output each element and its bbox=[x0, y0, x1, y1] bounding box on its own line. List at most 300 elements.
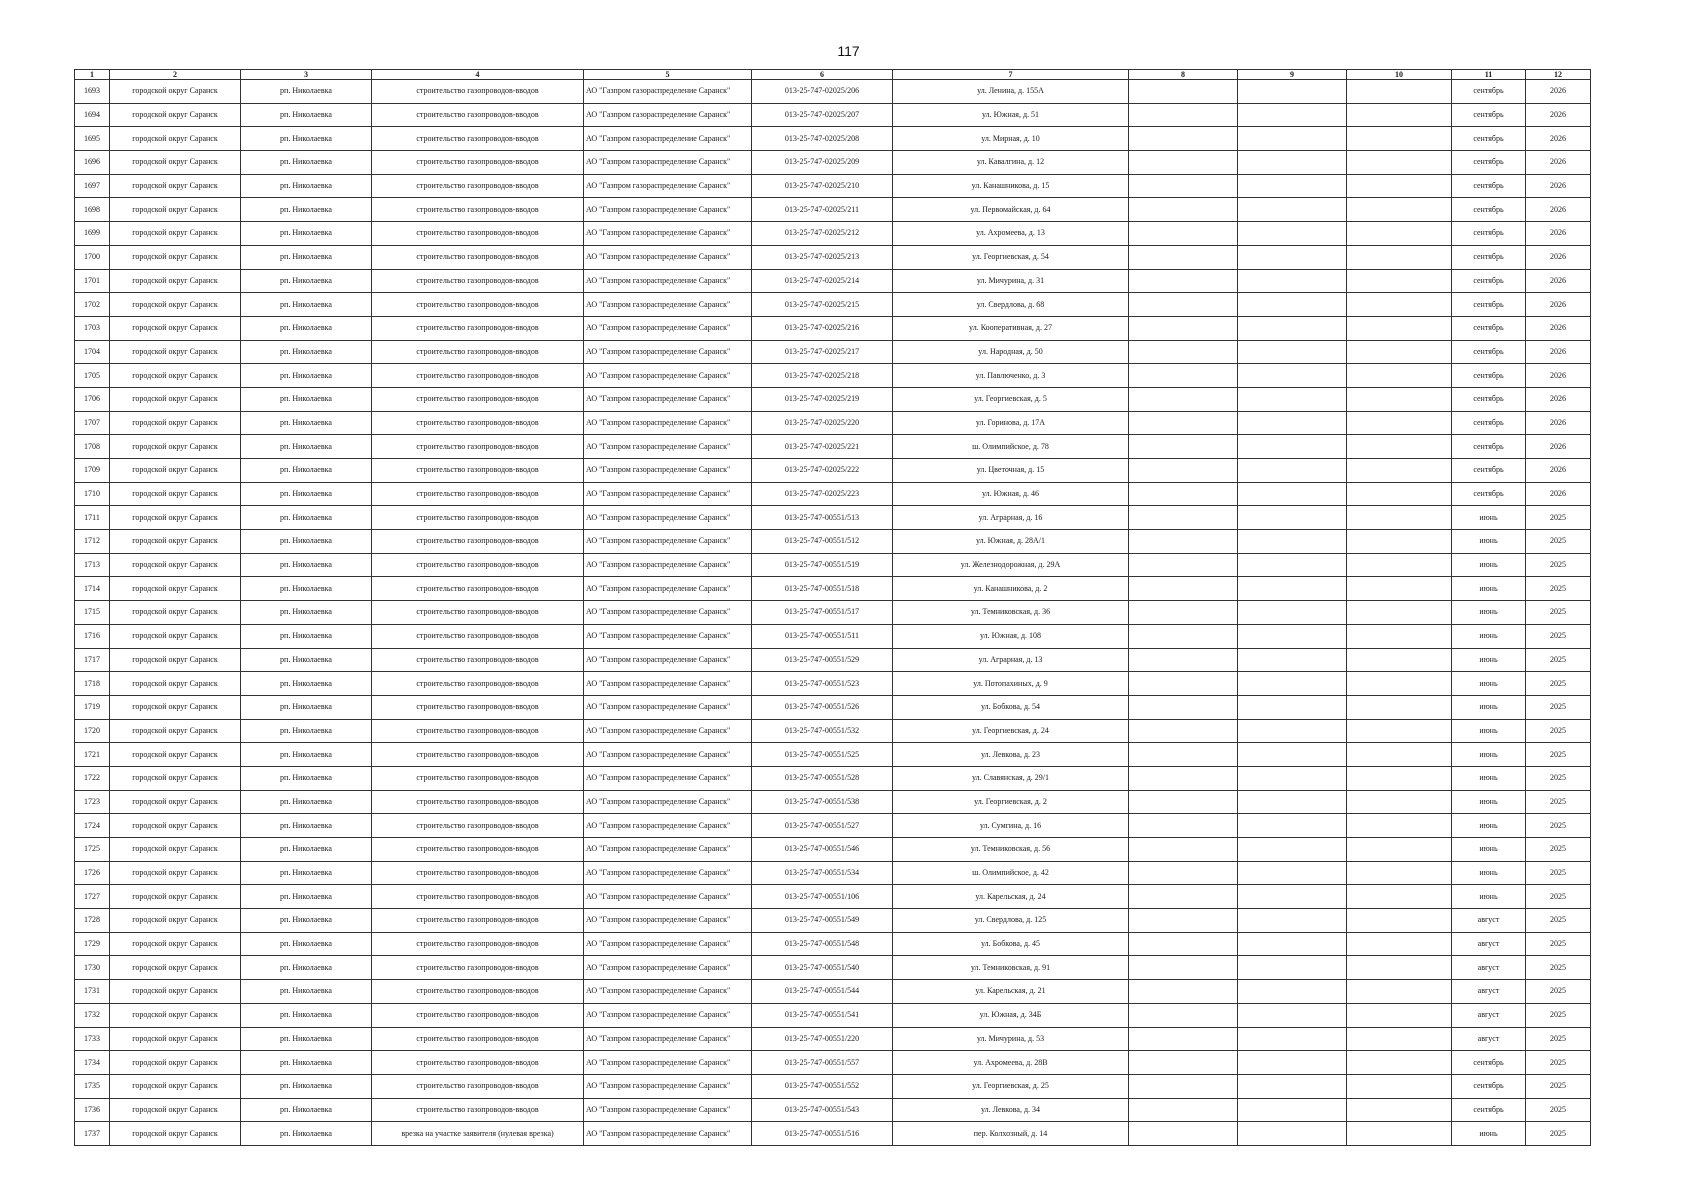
contract-number-cell: 013-25-747-02025/223 bbox=[752, 482, 893, 506]
organization-cell: АО "Газпром газораспределение Саранск" bbox=[584, 1122, 752, 1146]
row-number-cell: 1702 bbox=[75, 293, 110, 317]
organization-cell: АО "Газпром газораспределение Саранск" bbox=[584, 293, 752, 317]
work-type-cell: строительство газопроводов-вводов bbox=[372, 198, 584, 222]
row-number-cell: 1726 bbox=[75, 861, 110, 885]
col9-cell bbox=[1238, 269, 1347, 293]
district-cell: городской округ Саранск bbox=[110, 340, 241, 364]
organization-cell: АО "Газпром газораспределение Саранск" bbox=[584, 790, 752, 814]
month-cell: сентябрь bbox=[1452, 127, 1526, 151]
contract-number-cell: 013-25-747-00551/526 bbox=[752, 695, 893, 719]
district-cell: городской округ Саранск bbox=[110, 601, 241, 625]
register-table bbox=[74, 69, 1591, 1146]
work-type-cell: строительство газопроводов-вводов bbox=[372, 814, 584, 838]
table-row bbox=[75, 530, 1591, 554]
address-cell: ул. Карельская, д. 21 bbox=[893, 980, 1129, 1004]
row-number-cell: 1732 bbox=[75, 1003, 110, 1027]
col10-cell bbox=[1347, 1098, 1452, 1122]
settlement-cell: рп. Николаевка bbox=[241, 459, 372, 483]
organization-cell: АО "Газпром газораспределение Саранск" bbox=[584, 316, 752, 340]
district-cell: городской округ Саранск bbox=[110, 624, 241, 648]
col8-cell bbox=[1129, 127, 1238, 151]
table-row bbox=[75, 316, 1591, 340]
address-cell: ул. Свердлова, д. 68 bbox=[893, 293, 1129, 317]
settlement-cell: рп. Николаевка bbox=[241, 340, 372, 364]
month-cell: июнь bbox=[1452, 577, 1526, 601]
row-number-cell: 1720 bbox=[75, 719, 110, 743]
work-type-cell: строительство газопроводов-вводов bbox=[372, 885, 584, 909]
contract-number-cell: 013-25-747-02025/206 bbox=[752, 80, 893, 104]
organization-cell: АО "Газпром газораспределение Саранск" bbox=[584, 482, 752, 506]
col8-cell bbox=[1129, 790, 1238, 814]
work-type-cell: строительство газопроводов-вводов bbox=[372, 790, 584, 814]
col10-cell bbox=[1347, 1122, 1452, 1146]
table-row bbox=[75, 861, 1591, 885]
district-cell: городской округ Саранск bbox=[110, 838, 241, 862]
column-header: 7 bbox=[893, 70, 1129, 80]
col9-cell bbox=[1238, 861, 1347, 885]
table-row bbox=[75, 956, 1591, 980]
table-row bbox=[75, 814, 1591, 838]
contract-number-cell: 013-25-747-02025/212 bbox=[752, 222, 893, 246]
month-cell: июнь bbox=[1452, 624, 1526, 648]
work-type-cell: строительство газопроводов-вводов bbox=[372, 482, 584, 506]
settlement-cell: рп. Николаевка bbox=[241, 245, 372, 269]
col9-cell bbox=[1238, 1074, 1347, 1098]
year-cell: 2025 bbox=[1526, 909, 1591, 933]
col8-cell bbox=[1129, 459, 1238, 483]
address-cell: ул. Георгиевская, д. 25 bbox=[893, 1074, 1129, 1098]
row-number-cell: 1735 bbox=[75, 1074, 110, 1098]
organization-cell: АО "Газпром газораспределение Саранск" bbox=[584, 530, 752, 554]
contract-number-cell: 013-25-747-00551/512 bbox=[752, 530, 893, 554]
organization-cell: АО "Газпром газораспределение Саранск" bbox=[584, 387, 752, 411]
col9-cell bbox=[1238, 103, 1347, 127]
col8-cell bbox=[1129, 743, 1238, 767]
settlement-cell: рп. Николаевка bbox=[241, 719, 372, 743]
row-number-cell: 1697 bbox=[75, 174, 110, 198]
table-row bbox=[75, 340, 1591, 364]
year-cell: 2025 bbox=[1526, 838, 1591, 862]
work-type-cell: строительство газопроводов-вводов bbox=[372, 411, 584, 435]
col9-cell bbox=[1238, 506, 1347, 530]
table-row bbox=[75, 885, 1591, 909]
address-cell: ул. Мичурина, д. 31 bbox=[893, 269, 1129, 293]
col10-cell bbox=[1347, 411, 1452, 435]
district-cell: городской округ Саранск bbox=[110, 956, 241, 980]
row-number-cell: 1695 bbox=[75, 127, 110, 151]
year-cell: 2025 bbox=[1526, 1027, 1591, 1051]
contract-number-cell: 013-25-747-02025/211 bbox=[752, 198, 893, 222]
organization-cell: АО "Газпром газораспределение Саранск" bbox=[584, 222, 752, 246]
table-row bbox=[75, 790, 1591, 814]
organization-cell: АО "Газпром газораспределение Саранск" bbox=[584, 909, 752, 933]
table-row bbox=[75, 719, 1591, 743]
col8-cell bbox=[1129, 956, 1238, 980]
work-type-cell: строительство газопроводов-вводов bbox=[372, 80, 584, 104]
contract-number-cell: 013-25-747-00551/527 bbox=[752, 814, 893, 838]
col9-cell bbox=[1238, 435, 1347, 459]
row-number-cell: 1701 bbox=[75, 269, 110, 293]
district-cell: городской округ Саранск bbox=[110, 174, 241, 198]
year-cell: 2026 bbox=[1526, 103, 1591, 127]
table-row bbox=[75, 743, 1591, 767]
row-number-cell: 1700 bbox=[75, 245, 110, 269]
district-cell: городской округ Саранск bbox=[110, 1027, 241, 1051]
settlement-cell: рп. Николаевка bbox=[241, 980, 372, 1004]
col10-cell bbox=[1347, 956, 1452, 980]
year-cell: 2026 bbox=[1526, 364, 1591, 388]
contract-number-cell: 013-25-747-02025/207 bbox=[752, 103, 893, 127]
col8-cell bbox=[1129, 1003, 1238, 1027]
column-header: 11 bbox=[1452, 70, 1526, 80]
col10-cell bbox=[1347, 909, 1452, 933]
col10-cell bbox=[1347, 861, 1452, 885]
contract-number-cell: 013-25-747-00551/541 bbox=[752, 1003, 893, 1027]
month-cell: июнь bbox=[1452, 766, 1526, 790]
district-cell: городской округ Саранск bbox=[110, 506, 241, 530]
settlement-cell: рп. Николаевка bbox=[241, 530, 372, 554]
settlement-cell: рп. Николаевка bbox=[241, 387, 372, 411]
col9-cell bbox=[1238, 932, 1347, 956]
col8-cell bbox=[1129, 506, 1238, 530]
month-cell: июнь bbox=[1452, 601, 1526, 625]
organization-cell: АО "Газпром газораспределение Саранск" bbox=[584, 1027, 752, 1051]
contract-number-cell: 013-25-747-00551/548 bbox=[752, 932, 893, 956]
month-cell: август bbox=[1452, 1027, 1526, 1051]
row-number-cell: 1693 bbox=[75, 80, 110, 104]
settlement-cell: рп. Николаевка bbox=[241, 1122, 372, 1146]
month-cell: сентябрь bbox=[1452, 1098, 1526, 1122]
col10-cell bbox=[1347, 103, 1452, 127]
contract-number-cell: 013-25-747-00551/528 bbox=[752, 766, 893, 790]
row-number-cell: 1728 bbox=[75, 909, 110, 933]
district-cell: городской округ Саранск bbox=[110, 482, 241, 506]
contract-number-cell: 013-25-747-02025/222 bbox=[752, 459, 893, 483]
col8-cell bbox=[1129, 932, 1238, 956]
work-type-cell: строительство газопроводов-вводов bbox=[372, 719, 584, 743]
table-row bbox=[75, 245, 1591, 269]
year-cell: 2025 bbox=[1526, 1003, 1591, 1027]
row-number-cell: 1694 bbox=[75, 103, 110, 127]
col8-cell bbox=[1129, 293, 1238, 317]
month-cell: июнь bbox=[1452, 861, 1526, 885]
district-cell: городской округ Саранск bbox=[110, 222, 241, 246]
organization-cell: АО "Газпром газораспределение Саранск" bbox=[584, 1074, 752, 1098]
month-cell: сентябрь bbox=[1452, 80, 1526, 104]
month-cell: июнь bbox=[1452, 530, 1526, 554]
address-cell: ул. Славянская, д. 29/1 bbox=[893, 766, 1129, 790]
address-cell: ул. Левкова, д. 23 bbox=[893, 743, 1129, 767]
work-type-cell: строительство газопроводов-вводов bbox=[372, 861, 584, 885]
month-cell: июнь bbox=[1452, 648, 1526, 672]
col8-cell bbox=[1129, 1051, 1238, 1075]
year-cell: 2025 bbox=[1526, 1074, 1591, 1098]
col8-cell bbox=[1129, 198, 1238, 222]
work-type-cell: строительство газопроводов-вводов bbox=[372, 245, 584, 269]
organization-cell: АО "Газпром газораспределение Саранск" bbox=[584, 1051, 752, 1075]
contract-number-cell: 013-25-747-02025/221 bbox=[752, 435, 893, 459]
col10-cell bbox=[1347, 932, 1452, 956]
table-row bbox=[75, 601, 1591, 625]
month-cell: сентябрь bbox=[1452, 174, 1526, 198]
address-cell: ш. Олимпийское, д. 42 bbox=[893, 861, 1129, 885]
contract-number-cell: 013-25-747-02025/220 bbox=[752, 411, 893, 435]
address-cell: ул. Потопахиных, д. 9 bbox=[893, 672, 1129, 696]
settlement-cell: рп. Николаевка bbox=[241, 435, 372, 459]
col8-cell bbox=[1129, 719, 1238, 743]
row-number-cell: 1727 bbox=[75, 885, 110, 909]
col10-cell bbox=[1347, 648, 1452, 672]
district-cell: городской округ Саранск bbox=[110, 364, 241, 388]
contract-number-cell: 013-25-747-00551/546 bbox=[752, 838, 893, 862]
district-cell: городской округ Саранск bbox=[110, 553, 241, 577]
year-cell: 2025 bbox=[1526, 648, 1591, 672]
address-cell: ул. Южная, д. 34Б bbox=[893, 1003, 1129, 1027]
year-cell: 2025 bbox=[1526, 790, 1591, 814]
month-cell: август bbox=[1452, 909, 1526, 933]
month-cell: сентябрь bbox=[1452, 198, 1526, 222]
month-cell: июнь bbox=[1452, 553, 1526, 577]
district-cell: городской округ Саранск bbox=[110, 743, 241, 767]
col9-cell bbox=[1238, 601, 1347, 625]
address-cell: ул. Карельская, д. 24 bbox=[893, 885, 1129, 909]
month-cell: июнь bbox=[1452, 1122, 1526, 1146]
col9-cell bbox=[1238, 956, 1347, 980]
district-cell: городской округ Саранск bbox=[110, 127, 241, 151]
settlement-cell: рп. Николаевка bbox=[241, 506, 372, 530]
year-cell: 2025 bbox=[1526, 743, 1591, 767]
col9-cell bbox=[1238, 980, 1347, 1004]
work-type-cell: строительство газопроводов-вводов bbox=[372, 293, 584, 317]
organization-cell: АО "Газпром газораспределение Саранск" bbox=[584, 174, 752, 198]
address-cell: ул. Кавалгина, д. 12 bbox=[893, 151, 1129, 175]
row-number-cell: 1710 bbox=[75, 482, 110, 506]
address-cell: ул. Аграрная, д. 16 bbox=[893, 506, 1129, 530]
col9-cell bbox=[1238, 885, 1347, 909]
district-cell: городской округ Саранск bbox=[110, 103, 241, 127]
organization-cell: АО "Газпром газораспределение Саранск" bbox=[584, 956, 752, 980]
col9-cell bbox=[1238, 364, 1347, 388]
organization-cell: АО "Газпром газораспределение Саранск" bbox=[584, 719, 752, 743]
address-cell: ул. Свердлова, д. 125 bbox=[893, 909, 1129, 933]
district-cell: городской округ Саранск bbox=[110, 1074, 241, 1098]
settlement-cell: рп. Николаевка bbox=[241, 269, 372, 293]
work-type-cell: строительство газопроводов-вводов bbox=[372, 1098, 584, 1122]
address-cell: ул. Георгиевская, д. 24 bbox=[893, 719, 1129, 743]
address-cell: ул. Георгиевская, д. 54 bbox=[893, 245, 1129, 269]
col9-cell bbox=[1238, 909, 1347, 933]
year-cell: 2025 bbox=[1526, 766, 1591, 790]
year-cell: 2025 bbox=[1526, 672, 1591, 696]
table-row bbox=[75, 909, 1591, 933]
year-cell: 2026 bbox=[1526, 198, 1591, 222]
year-cell: 2026 bbox=[1526, 80, 1591, 104]
settlement-cell: рп. Николаевка bbox=[241, 1027, 372, 1051]
work-type-cell: строительство газопроводов-вводов bbox=[372, 1051, 584, 1075]
col8-cell bbox=[1129, 435, 1238, 459]
col10-cell bbox=[1347, 222, 1452, 246]
settlement-cell: рп. Николаевка bbox=[241, 909, 372, 933]
contract-number-cell: 013-25-747-00551/534 bbox=[752, 861, 893, 885]
table-row bbox=[75, 222, 1591, 246]
address-cell: ул. Южная, д. 51 bbox=[893, 103, 1129, 127]
row-number-cell: 1705 bbox=[75, 364, 110, 388]
column-header: 12 bbox=[1526, 70, 1591, 80]
table-row bbox=[75, 766, 1591, 790]
col10-cell bbox=[1347, 459, 1452, 483]
settlement-cell: рп. Николаевка bbox=[241, 1051, 372, 1075]
contract-number-cell: 013-25-747-00551/543 bbox=[752, 1098, 893, 1122]
col10-cell bbox=[1347, 482, 1452, 506]
month-cell: август bbox=[1452, 980, 1526, 1004]
column-header: 4 bbox=[372, 70, 584, 80]
address-cell: ул. Георгиевская, д. 5 bbox=[893, 387, 1129, 411]
col8-cell bbox=[1129, 1074, 1238, 1098]
table-row bbox=[75, 411, 1591, 435]
col9-cell bbox=[1238, 174, 1347, 198]
row-number-cell: 1704 bbox=[75, 340, 110, 364]
table-row bbox=[75, 1122, 1591, 1146]
organization-cell: АО "Газпром газораспределение Саранск" bbox=[584, 838, 752, 862]
settlement-cell: рп. Николаевка bbox=[241, 1003, 372, 1027]
col10-cell bbox=[1347, 387, 1452, 411]
year-cell: 2026 bbox=[1526, 222, 1591, 246]
settlement-cell: рп. Николаевка bbox=[241, 364, 372, 388]
month-cell: июнь bbox=[1452, 814, 1526, 838]
month-cell: сентябрь bbox=[1452, 245, 1526, 269]
table-row bbox=[75, 553, 1591, 577]
row-number-cell: 1718 bbox=[75, 672, 110, 696]
organization-cell: АО "Газпром газораспределение Саранск" bbox=[584, 672, 752, 696]
year-cell: 2026 bbox=[1526, 411, 1591, 435]
table-row bbox=[75, 482, 1591, 506]
contract-number-cell: 013-25-747-00551/518 bbox=[752, 577, 893, 601]
contract-number-cell: 013-25-747-00551/532 bbox=[752, 719, 893, 743]
address-cell: ш. Олимпийское, д. 78 bbox=[893, 435, 1129, 459]
month-cell: сентябрь bbox=[1452, 103, 1526, 127]
year-cell: 2026 bbox=[1526, 269, 1591, 293]
table-row bbox=[75, 506, 1591, 530]
organization-cell: АО "Газпром газораспределение Саранск" bbox=[584, 411, 752, 435]
col9-cell bbox=[1238, 719, 1347, 743]
organization-cell: АО "Газпром газораспределение Саранск" bbox=[584, 340, 752, 364]
month-cell: сентябрь bbox=[1452, 269, 1526, 293]
contract-number-cell: 013-25-747-00551/529 bbox=[752, 648, 893, 672]
col8-cell bbox=[1129, 103, 1238, 127]
work-type-cell: строительство газопроводов-вводов bbox=[372, 435, 584, 459]
month-cell: сентябрь bbox=[1452, 1051, 1526, 1075]
month-cell: сентябрь bbox=[1452, 364, 1526, 388]
settlement-cell: рп. Николаевка bbox=[241, 743, 372, 767]
col8-cell bbox=[1129, 530, 1238, 554]
col8-cell bbox=[1129, 648, 1238, 672]
organization-cell: АО "Газпром газораспределение Саранск" bbox=[584, 577, 752, 601]
col10-cell bbox=[1347, 719, 1452, 743]
table-row bbox=[75, 151, 1591, 175]
work-type-cell: строительство газопроводов-вводов bbox=[372, 624, 584, 648]
district-cell: городской округ Саранск bbox=[110, 980, 241, 1004]
month-cell: сентябрь bbox=[1452, 411, 1526, 435]
col9-cell bbox=[1238, 695, 1347, 719]
table-row bbox=[75, 1098, 1591, 1122]
district-cell: городской округ Саранск bbox=[110, 695, 241, 719]
work-type-cell: строительство газопроводов-вводов bbox=[372, 151, 584, 175]
year-cell: 2026 bbox=[1526, 459, 1591, 483]
organization-cell: АО "Газпром газораспределение Саранск" bbox=[584, 648, 752, 672]
address-cell: ул. Горинова, д. 17А bbox=[893, 411, 1129, 435]
settlement-cell: рп. Николаевка bbox=[241, 1098, 372, 1122]
work-type-cell: строительство газопроводов-вводов bbox=[372, 648, 584, 672]
settlement-cell: рп. Николаевка bbox=[241, 198, 372, 222]
row-number-cell: 1721 bbox=[75, 743, 110, 767]
district-cell: городской округ Саранск bbox=[110, 909, 241, 933]
col10-cell bbox=[1347, 743, 1452, 767]
row-number-cell: 1736 bbox=[75, 1098, 110, 1122]
col10-cell bbox=[1347, 198, 1452, 222]
row-number-cell: 1712 bbox=[75, 530, 110, 554]
organization-cell: АО "Газпром газораспределение Саранск" bbox=[584, 459, 752, 483]
table-row bbox=[75, 1074, 1591, 1098]
district-cell: городской округ Саранск bbox=[110, 932, 241, 956]
col9-cell bbox=[1238, 411, 1347, 435]
district-cell: городской округ Саранск bbox=[110, 648, 241, 672]
year-cell: 2025 bbox=[1526, 695, 1591, 719]
district-cell: городской округ Саранск bbox=[110, 790, 241, 814]
col10-cell bbox=[1347, 530, 1452, 554]
year-cell: 2025 bbox=[1526, 980, 1591, 1004]
organization-cell: АО "Газпром газораспределение Саранск" bbox=[584, 198, 752, 222]
table-row bbox=[75, 174, 1591, 198]
year-cell: 2025 bbox=[1526, 577, 1591, 601]
register-body bbox=[75, 80, 1591, 1146]
address-cell: ул. Мичурина, д. 53 bbox=[893, 1027, 1129, 1051]
col9-cell bbox=[1238, 151, 1347, 175]
settlement-cell: рп. Николаевка bbox=[241, 553, 372, 577]
month-cell: июнь bbox=[1452, 885, 1526, 909]
col9-cell bbox=[1238, 80, 1347, 104]
month-cell: сентябрь bbox=[1452, 222, 1526, 246]
organization-cell: АО "Газпром газораспределение Саранск" bbox=[584, 861, 752, 885]
col8-cell bbox=[1129, 624, 1238, 648]
col10-cell bbox=[1347, 1051, 1452, 1075]
work-type-cell: строительство газопроводов-вводов bbox=[372, 340, 584, 364]
contract-number-cell: 013-25-747-00551/557 bbox=[752, 1051, 893, 1075]
month-cell: август bbox=[1452, 932, 1526, 956]
organization-cell: АО "Газпром газораспределение Саранск" bbox=[584, 1003, 752, 1027]
work-type-cell: строительство газопроводов-вводов bbox=[372, 269, 584, 293]
row-number-cell: 1713 bbox=[75, 553, 110, 577]
address-cell: ул. Ленина, д. 155А bbox=[893, 80, 1129, 104]
col10-cell bbox=[1347, 364, 1452, 388]
year-cell: 2025 bbox=[1526, 956, 1591, 980]
column-header: 3 bbox=[241, 70, 372, 80]
address-cell: ул. Народная, д. 50 bbox=[893, 340, 1129, 364]
col10-cell bbox=[1347, 1074, 1452, 1098]
col9-cell bbox=[1238, 316, 1347, 340]
month-cell: сентябрь bbox=[1452, 151, 1526, 175]
address-cell: ул. Южная, д. 108 bbox=[893, 624, 1129, 648]
col8-cell bbox=[1129, 1122, 1238, 1146]
address-cell: ул. Первомайская, д. 64 bbox=[893, 198, 1129, 222]
work-type-cell: строительство газопроводов-вводов bbox=[372, 956, 584, 980]
table-row bbox=[75, 459, 1591, 483]
settlement-cell: рп. Николаевка bbox=[241, 790, 372, 814]
col10-cell bbox=[1347, 1027, 1452, 1051]
row-number-cell: 1731 bbox=[75, 980, 110, 1004]
month-cell: июнь bbox=[1452, 743, 1526, 767]
row-number-cell: 1729 bbox=[75, 932, 110, 956]
col8-cell bbox=[1129, 980, 1238, 1004]
